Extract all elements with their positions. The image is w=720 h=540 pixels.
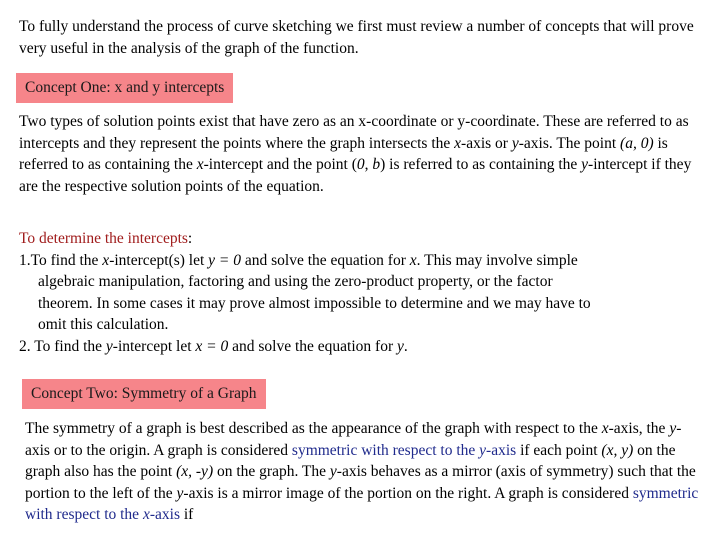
step-1-line-3: theorem. In some cases it may prove almost impossible to determine and we may have to <box>38 294 591 312</box>
step-1-line-4: omit this calculation. <box>38 316 169 334</box>
determine-intercepts-section <box>19 228 709 358</box>
intro-paragraph: To fully understand the process of curve sketching we first must review a number of concepts that will prove very useful in the analysis of the graph of the function. <box>19 18 694 57</box>
determine-heading: To determine the intercepts: <box>19 230 193 247</box>
intercepts-paragraph: Two types of solution points exist that have zero as an x-coordinate or y-coordinate. These are referred to as intercepts and they represent the points where the graph intersects the x-axis or y-axis. The point (a, 0) is referred to as containing the x-intercept and the point (0, b) is referred to as containing the y-intercept if they are the respective solution points of the equation. <box>19 113 692 195</box>
step-2: 2. To find the y-intercept let x = 0 and solve the equation for y. <box>19 337 408 355</box>
step-1: 1.To find the x-intercept(s) let y = 0 and solve the equation for x. This may involve simple <box>19 251 578 269</box>
symmetry-paragraph: The symmetry of a graph is best described as the appearance of the graph with respect to the x-axis, the y-axis or to the origin. A graph is considered symmetric with respect to the y-axis if each point (x, y) on the graph also has the point (x, -y) on the graph. The y-axis behaves as a mirror (axis of symmetry) such that the portion to the left of the y-axis is a mirror image of the portion on the right. A graph is considered symmetric with respect to the x-axis if <box>25 420 699 524</box>
concept-one-banner: Concept One: x and y intercepts <box>16 73 233 103</box>
concept-two-banner: Concept Two: Symmetry of a Graph <box>22 379 266 409</box>
step-1-line-2: algebraic manipulation, factoring and using the zero-product property, or the factor <box>38 273 553 291</box>
